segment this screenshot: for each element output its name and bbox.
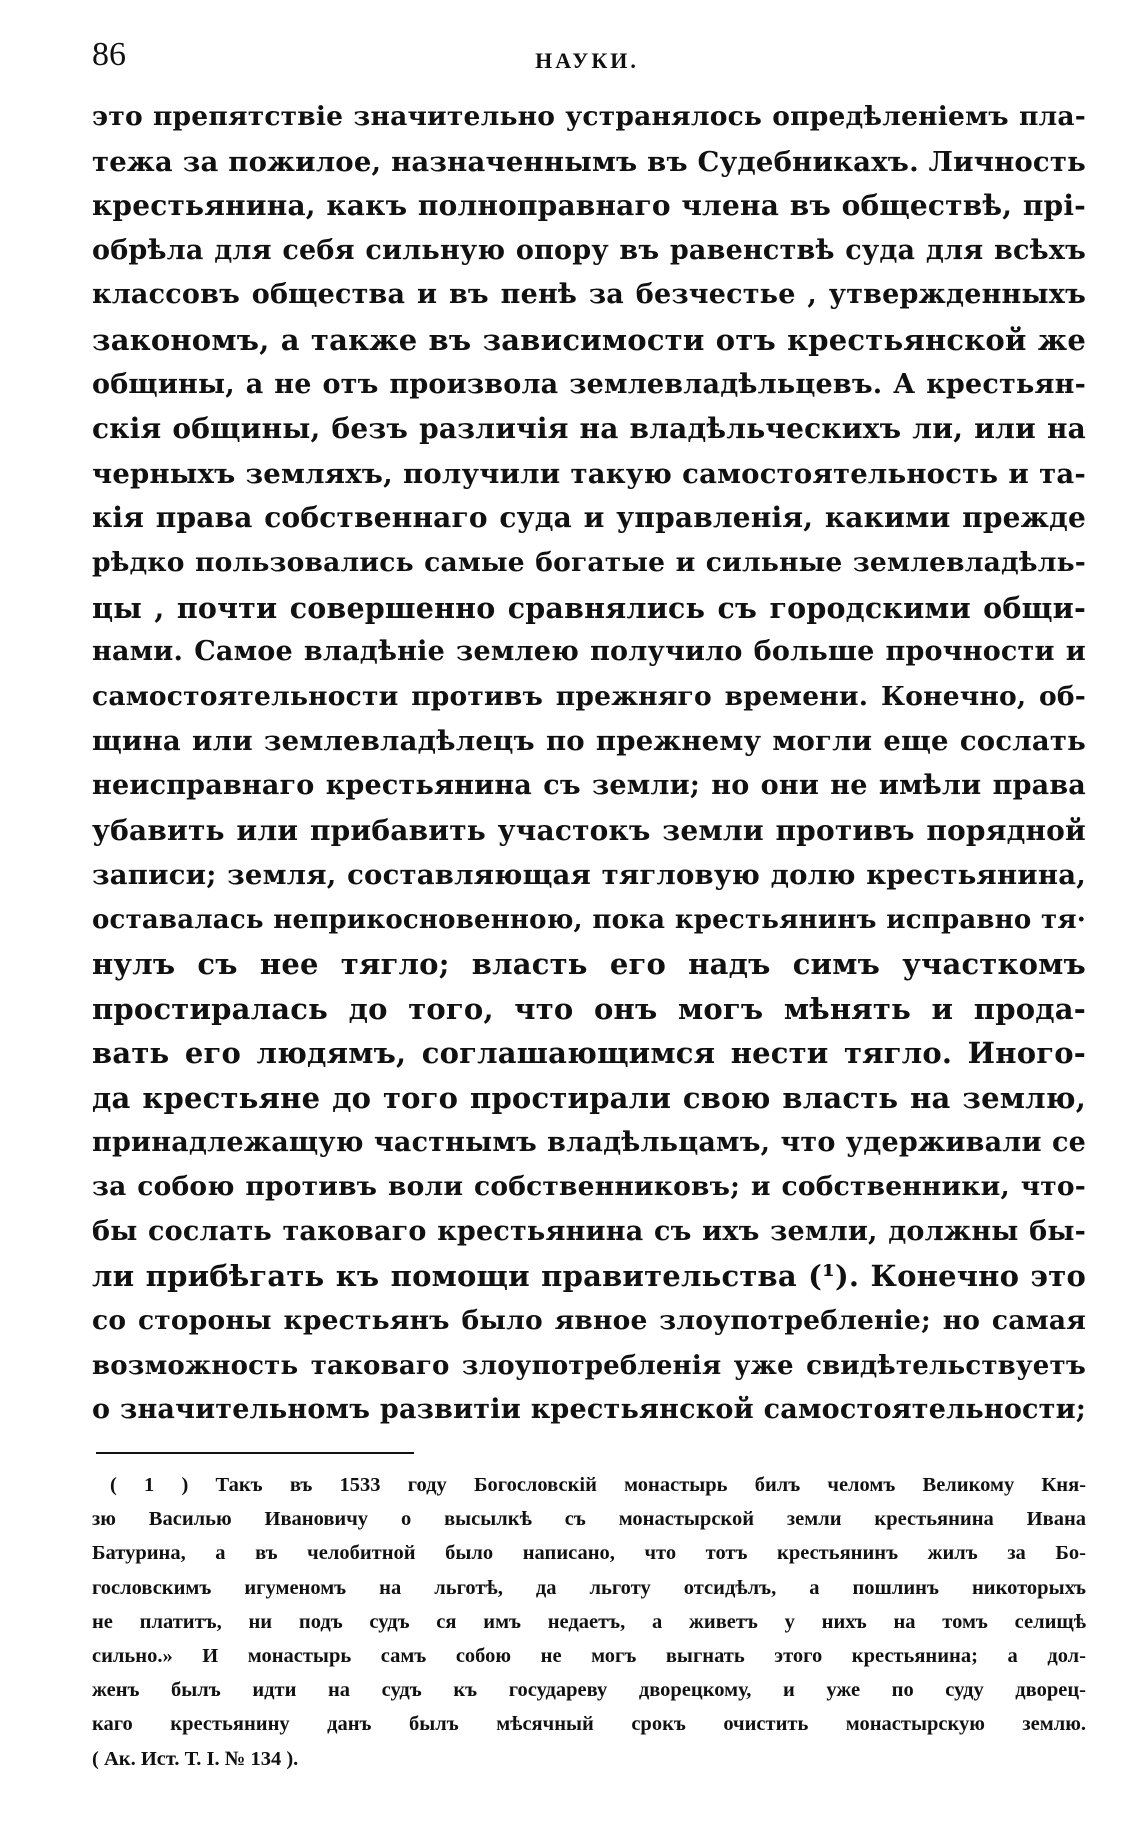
text-line: нами. Самое владѣніе землею получило больше прочности и: [92, 636, 1086, 668]
footnote-line: гословскимъ игуменомъ на льготѣ, да льготу отсидѣлъ, а пошлинъ никоторыхъ: [92, 1576, 1086, 1599]
footnote-line: каго крестьянину данъ былъ мѣсячный срокъ очистить монастырскую землю.: [92, 1713, 1086, 1736]
text-line: обрѣла для себя сильную опору въ равенствѣ суда для всѣхъ: [92, 234, 1086, 266]
text-line: со стороны крестьянъ было явное злоупотребленіе; но самая: [92, 1305, 1086, 1337]
text-line: убавить или прибавить участокъ земли противъ порядной: [92, 813, 1086, 847]
text-line: скія общины, безъ различія на владѣльческихъ ли, или на: [92, 412, 1086, 446]
footnote-line: женъ былъ идти на судъ къ государеву дворецкому, и уже по суду дворец-: [92, 1679, 1086, 1702]
footnote-citation: ( Ак. Ист. Т. I. № 134 ).: [92, 1747, 299, 1770]
text-line: неисправнаго крестьянина съ земли; но они не имѣли права: [92, 769, 1086, 801]
text-line: общины, а не отъ произвола землевладѣльцевъ. А крестьян-: [92, 368, 1086, 400]
text-line: вать его людямъ, соглашающимся нести тягло. Иного-: [92, 1036, 1086, 1071]
text-line: возможность таковаго злоупотребленія уже свидѣтельствуетъ: [92, 1350, 1086, 1381]
footnote-divider: [96, 1452, 414, 1454]
footnote-line: ( 1 ) Такъ въ 1533 году Богословскій монастырь билъ челомъ Великому Кня-: [110, 1474, 1086, 1496]
text-line: за собою противъ воли собственниковъ; и собственники, что-: [92, 1171, 1086, 1203]
text-line: оставалась неприкосновенною, пока крестьянинъ исправно тя·: [92, 904, 1086, 935]
text-line: цы , почти совершенно сравнялись съ городскими общи-: [92, 590, 1086, 625]
text-line: записи; земля, составляющая тягловую долю крестьянина,: [92, 859, 1086, 892]
text-line: это препятствіе значительно устранялось опредѣленіемъ пла-: [92, 101, 1086, 132]
page-header: [92, 32, 1082, 82]
text-line: закономъ, а также въ зависимости отъ крестьянской же: [92, 322, 1086, 357]
text-line: рѣдко пользовались самые богатые и сильные землевладѣль-: [92, 546, 1086, 578]
footnote-line: не платитъ, ни подъ судъ ся имъ недаетъ, а живетъ у нихъ на томъ селищѣ: [92, 1610, 1086, 1633]
page-number: 86: [92, 36, 126, 73]
text-line: простиралась до того, что онъ могъ мѣнять и прода-: [92, 991, 1086, 1026]
main-text: [92, 95, 1086, 1433]
text-line: ли прибѣгать къ помощи правительства (¹). Конечно это: [92, 1259, 1086, 1294]
text-line: классовъ общества и въ пенѣ за безчестье , утвержденныхъ: [92, 279, 1086, 311]
text-line: кія права собственнаго суда и управленія, какими прежде: [92, 501, 1086, 535]
text-line: бы сослать таковаго крестьянина съ ихъ земли, должны бы-: [92, 1215, 1086, 1247]
text-line: да крестьяне до того простирали свою власть на землю,: [92, 1081, 1086, 1116]
footnote: [92, 1468, 1086, 1776]
text-line: тежа за пожилое, назначеннымъ въ Судебникахъ. Личность: [92, 145, 1086, 178]
text-line: нулъ съ нее тягло; власть его надъ симъ участкомъ: [92, 947, 1086, 982]
footnote-line: сильно.» И монастырь самъ собою не могъ выгнать этого крестьянина; а дол-: [92, 1644, 1086, 1667]
text-line: принадлежащую частнымъ владѣльцамъ, что удерживали се: [92, 1126, 1086, 1158]
running-head: НАУКИ.: [535, 48, 639, 73]
text-line: о значительномъ развитіи крестьянской самостоятельности;: [92, 1394, 1086, 1426]
text-line: щина или землевладѣлецъ по прежнему могли еще сослать: [92, 725, 1086, 758]
text-line: черныхъ земляхъ, получили такую самостоятельность и та-: [92, 457, 1086, 490]
text-line: самостоятельности противъ прежняго времени. Конечно, об-: [92, 680, 1086, 712]
text-line: крестьянина, какъ полноправнаго члена въ обществѣ, прі-: [92, 189, 1086, 223]
footnote-line: Батурина, а въ челобитной было написано, что тотъ крестьянинъ жилъ за Бо-: [92, 1542, 1086, 1565]
footnote-line: зю Василью Ивановичу о высылкѣ съ монастырской земли крестьянина Ивана: [92, 1508, 1086, 1531]
